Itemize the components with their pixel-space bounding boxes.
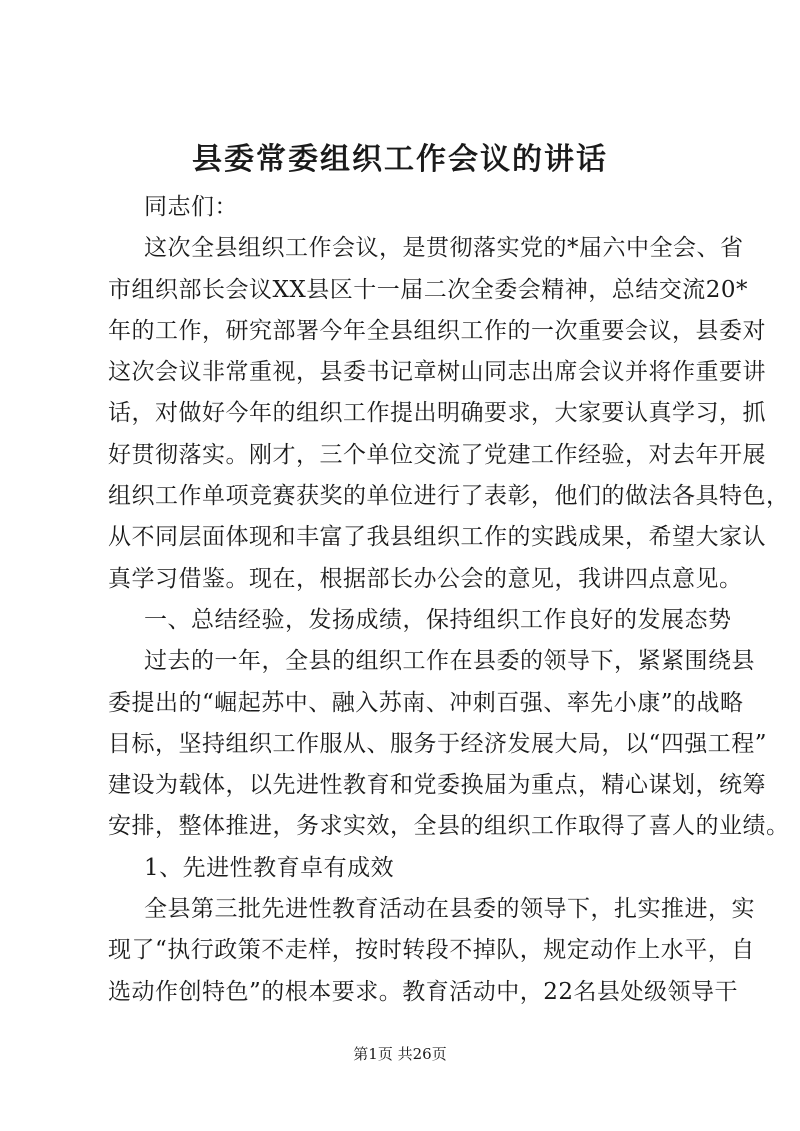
text-line: 市组织部长会议XX县区十一届二次全委会精神，总结交流20* (108, 276, 749, 303)
text-line: 建设为载体，以先进性教育和党委换届为重点，精心谋划，统筹 (108, 772, 766, 799)
text-line: 组织工作单项竞赛获奖的单位进行了表彰，他们的做法各具特色， (108, 483, 790, 510)
text-line: 话，对做好今年的组织工作提出明确要求，大家要认真学习，抓 (108, 400, 766, 427)
text-line: 同志们： (144, 194, 238, 220)
text-line: 这次会议非常重视，县委书记章树山同志出席会议并将作重要讲 (108, 359, 766, 386)
document-title: 县委常委组织工作会议的讲话 (192, 142, 608, 177)
text-line: 从不同层面体现和丰富了我县组织工作的实践成果，希望大家认 (108, 524, 766, 551)
text-line: 选动作创特色”的根本要求。教育活动中，22名县处级领导干 (108, 978, 739, 1005)
text-line: 这次全县组织工作会议，是贯彻落实党的*届六中全会、省 (144, 235, 744, 262)
text-line: 委提出的“崛起苏中、融入苏南、冲刺百强、率先小康”的战略 (108, 689, 744, 716)
text-line: 安排，整体推进，务求实效，全县的组织工作取得了喜人的业绩。 (108, 813, 790, 840)
page-footer: 第1页 共26页 (353, 1045, 447, 1063)
text-line: 1、先进性教育卓有成效 (144, 854, 395, 881)
text-line: 现了“执行政策不走样，按时转段不掉队，规定动作上水平，自 (108, 937, 755, 964)
text-line: 年的工作，研究部署今年全县组织工作的一次重要会议，县委对 (108, 317, 766, 344)
text-line: 全县第三批先进性教育活动在县委的领导下，扎实推进，实 (144, 896, 755, 923)
text-line: 过去的一年，全县的组织工作在县委的领导下，紧紧围绕县 (144, 648, 755, 675)
text-line: 一、总结经验，发扬成绩，保持组织工作良好的发展态势 (144, 606, 732, 633)
text-line: 好贯彻落实。刚才，三个单位交流了党建工作经验，对去年开展 (108, 441, 766, 468)
text-line: 真学习借鉴。现在，根据部长办公会的意见，我讲四点意见。 (108, 565, 743, 592)
text-line: 目标，坚持组织工作服从、服务于经济发展大局，以“四强工程” (108, 730, 768, 757)
document-body (108, 187, 790, 1013)
